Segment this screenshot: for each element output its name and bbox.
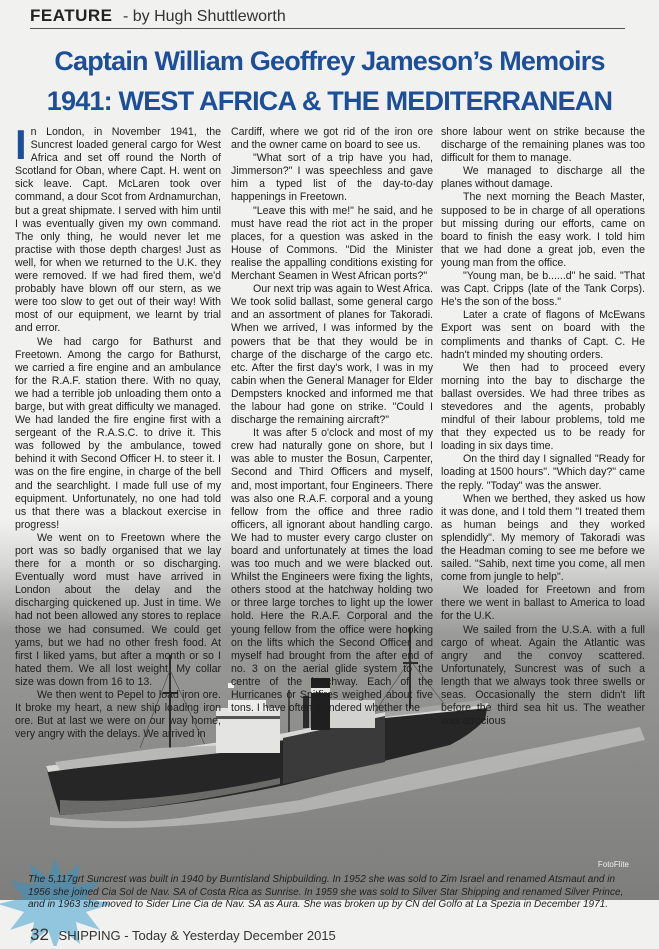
article-paragraph: We then went to Pepel to load iron ore. It broke my heart, a new ship loading iron ore. But at last we were on our way home, very angry with the delays. We arrived in [15,689,221,741]
article-paragraph: The next morning the Beach Master, supposed to be in charge of all operations but missing during our efforts, came on board to finish the easy work. I told him that we had done a great job, even the young man from the office. [441,191,645,269]
article-paragraph: "Leave this with me!" he said, and he must have read the riot act in the proper places, for a question was asked in the House of Commons. "Did the Minister realise the appalling conditions existing for Merchant Seamen in West African ports?" [231,204,433,283]
article-paragraph: We went on to Freetown where the port was so badly organised that we lay there for a month or so discharging. Eventually word must have arrived in London about the delay and the discharging quickened up. Just in time. We had not been allowed any stores to replace those we had consumed. We could get yams, but we had no other fresh food. At first I liked yams, but after a month or so I hated them. We all lost weight. My collar size was down from 16 to 13. [15,531,221,688]
section-label: FEATURE [30,6,113,25]
article-paragraph: Cardiff, where we got rid of the iron ore and the owner came on board to see us. [231,126,433,152]
page-footer [30,926,336,945]
article-paragraph: n London, in November 1941, the Suncrest loaded general cargo for West Africa and set off round the North of Scotland for Oban, where Capt. H. went on sick leave. Capt. McLaren took over command, a dour Scot from Ardnamurchan, but a great shipmate. I served with him until I was eventually given my own command. The only thing, he would never let me practise with those depth charges! Just as well, for when we returned to the U.K. they were removed. If we had fired them, we'd probably have blown off our stern, as we were too slow to get out of their way! With most of our equipment, we learnt by trial and error. [15,126,221,335]
article-paragraph: shore labour went on strike because the discharge of the remaining planes was too difficult for them to manage. [441,126,645,165]
article-title: Captain William Geoffrey Jameson’s Memoirs [54,46,605,76]
article-column-3 [441,126,645,728]
page-number: 32 [30,925,49,944]
article-paragraph: When we berthed, they asked us how it was done, and I told them "I treated them as human beings and they worked splendidly". My memory of Takoradi was the Headman coming to see me before we sailed. "Sahib, next time you come, all men come from jungle to help". [441,492,645,584]
article-paragraph: We then had to proceed every morning into the bay to discharge the ballast oversides. We had three tribes as stevedores and the agents, probably mindful of their labour problems, told me that they expected us to be ready for loading in six days time. [441,361,645,453]
article-paragraph: It was after 5 o'clock and most of my crew had naturally gone on shore, but I was able to muster the Bosun, Carpenter, Second and Third Officers and myself, and, most important, four Engineers. There was also one R.A.F. corporal and a young fellow from the office and three radio officers, all ignorant about handling cargo. We had to muster every cargo cluster on board and unfortunately at times the load was too much and we were blacked out. Whilst the Engineers were fixing the lights, others stood at the hatchway holding two or three large torches to light up the lower hold. Here the R.A.F. Corporal and the young fellow from the office were hooking on the lifts which the Second Officer and myself had brought from the after end of no. 3 on the aerial glide system to the centre of the hatchway. Each of the Hurricanes or Spitfires weighed about five tons. I have often wondered whether the [231,427,433,715]
section-header [30,6,625,29]
article-paragraph: We sailed from the U.S.A. with a full cargo of wheat. Again the Atlantic was angry and the convoy scattered. Unfortunately, Suncrest was of such a length that we always took three swells or seas. Occasionally the stern didn't lift before the third sea hit us. The weather was atrocious [441,623,645,728]
article-paragraph: We loaded for Freetown and from there we went in ballast to America to load for the U.K. [441,584,645,623]
article-subtitle: 1941: WEST AFRICA & THE MEDITERRANEAN [46,86,613,116]
photo-credit: FotoFlite [597,860,629,869]
article-paragraph: Later a crate of flagons of McEwans Export was sent on board with the compliments and thanks of Capt. C. He hadn't minded my shouting orders. [441,309,645,361]
article-column-1 [15,121,221,741]
article-paragraph: We had cargo for Bathurst and Freetown. Among the cargo for Bathurst, we carried a fire engine and an ambulance for the R.A.F. station there. With no quay, we had a terrible job unloading them onto a barge, but with great difficulty we managed. We had landed the fire engine first with a sergeant of the R.A.S.C. to drive it. This was followed by the ambulance, towed behind it with Second Officer H. to steer it. I was on the fire engine, in charge of the bell and the searchlight. I made full use of my equipment. Unfortunately, no one had told us that there was a blackout exercise in progress! [15,335,221,531]
photo-caption: The 5,117grt Suncrest was built in 1940 by Burntisland Shipbuilding. In 1952 she was sold to Zim Israel and renamed Atsmaut and in 1956 she joined Cia Sol de Nav. SA of Costa Rica as Sunrise. In 1959 she was sold to Silver Star Shipping and renamed Silver Prince, and in 1963 she moved to Sider Line Cia de Nav. SA as Aura. She was broken up by CN del Golfo at La Spezia in December 1971. [28,874,624,910]
article-paragraph: "What sort of a trip have you had, Jimmerson?" I was speechless and gave him a typed list of the day-to-day happenings in Freetown. [231,152,433,204]
publication-name: SHIPPING - Today & Yesterday December 2015 [58,928,336,943]
byline: - by Hugh Shuttleworth [122,8,286,25]
article-paragraph: Our next trip was again to West Africa. We took solid ballast, some general cargo and an assortment of planes for Takoradi. When we arrived, I was informed by the powers that be that they would be in charge of the discharge of the cargo etc. etc. After the first day's work, I was in my cabin when the General Manager for Elder Dempsters knocked and informed me that the labour had gone on strike. "Could I discharge the remaining aircraft?" [231,283,433,427]
article-column-2 [231,126,433,715]
article-paragraph: On the third day I signalled "Ready for loading at 1500 hours". "Which day?" came the reply. "Today" was the answer. [441,453,645,492]
article-paragraph: We managed to discharge all the planes without damage. [441,165,645,191]
drop-cap: I [15,121,27,168]
article-paragraph: "Young man, be b......d" he said. "That was Capt. Cripps (late of the Tank Corps). He's the son of the boss." [441,270,645,309]
